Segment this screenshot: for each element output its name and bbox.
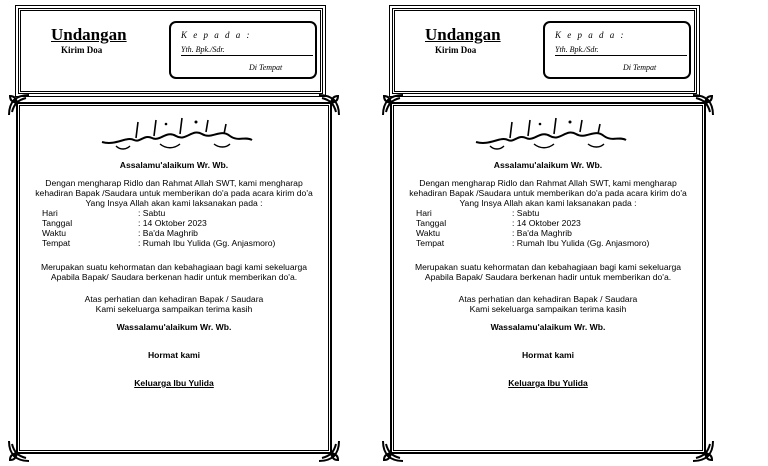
detail-row-place: Tempat : Rumah Ibu Yulida (Gg. Anjasmoro) [416,238,650,248]
detail-row-day: Hari : Sabtu [42,208,166,218]
closing-greeting: Wassalamu'alaikum Wr. Wb. [490,322,606,332]
header-box [18,8,323,94]
recipient-address: Yth. Bpk./Sdr. [181,45,313,56]
greeting: Assalamu'alaikum Wr. Wb. [493,160,603,170]
signature: Keluarga Ibu Yulida [508,378,588,388]
regards: Hormat kami [147,350,201,360]
intro-line: Dengan mengharap Ridlo dan Rahmat Allah SWT, kami mengharap [419,178,677,188]
basmalah-calligraphy-icon [96,116,256,152]
recipient-place: Di Tempat [249,63,283,72]
intro-line: Yang Insya Allah akan kami laksanakan pada : [459,198,637,208]
invitation-content [396,110,700,446]
header-box [392,8,697,94]
event-details [42,208,322,248]
invitation-card-left [8,8,340,460]
intro-line: Yang Insya Allah akan kami laksanakan pada : [85,198,263,208]
header-title: Undangan [51,25,127,44]
detail-row-day: Hari : Sabtu [416,208,540,218]
recipient-label: K e p a d a : [555,30,626,40]
detail-row-time: Waktu : Ba'da Maghrib [42,228,198,238]
detail-row-time: Waktu : Ba'da Maghrib [416,228,572,238]
ornamental-frame [8,96,340,460]
honor-line: Apabila Bapak/ Saudara berkenan hadir untuk memberikan do'a. [424,272,672,282]
recipient-address: Yth. Bpk./Sdr. [555,45,687,56]
honor-line: Merupakan suatu kehormatan dan kebahagiaan bagi kami sekeluarga [414,262,682,272]
event-details [416,208,696,248]
intro-line: kehadiran Bapak /Saudara untuk memberikan do'a pada acara kirim do'a [35,188,313,198]
honor-line: Merupakan suatu kehormatan dan kebahagiaan bagi kami sekeluarga [40,262,308,272]
detail-row-place: Tempat : Rumah Ibu Yulida (Gg. Anjasmoro) [42,238,276,248]
thanks-line: Atas perhatian dan kehadiran Bapak / Saudara [458,294,638,304]
recipient-place: Di Tempat [623,63,657,72]
thanks-line: Atas perhatian dan kehadiran Bapak / Saudara [84,294,264,304]
thanks-line: Kami sekeluarga sampaikan terima kasih [469,304,627,314]
intro-line: kehadiran Bapak /Saudara untuk memberikan do'a pada acara kirim do'a [409,188,687,198]
greeting: Assalamu'alaikum Wr. Wb. [119,160,229,170]
recipient-box [169,21,317,79]
recipient-label: K e p a d a : [181,30,252,40]
regards: Hormat kami [521,350,575,360]
header-title: Undangan [425,25,501,44]
invitation-content [22,110,326,446]
closing-greeting: Wassalamu'alaikum Wr. Wb. [116,322,232,332]
basmalah-calligraphy-icon [470,116,630,152]
ornamental-frame [382,96,714,460]
intro-line: Dengan mengharap Ridlo dan Rahmat Allah SWT, kami mengharap [45,178,303,188]
header-subtitle: Kirim Doa [61,45,103,55]
detail-row-date: Tanggal : 14 Oktober 2023 [42,218,207,228]
thanks-line: Kami sekeluarga sampaikan terima kasih [95,304,253,314]
honor-line: Apabila Bapak/ Saudara berkenan hadir untuk memberikan do'a. [50,272,298,282]
recipient-box [543,21,691,79]
signature: Keluarga Ibu Yulida [134,378,214,388]
detail-row-date: Tanggal : 14 Oktober 2023 [416,218,581,228]
header-subtitle: Kirim Doa [435,45,477,55]
invitation-card-right [382,8,714,460]
